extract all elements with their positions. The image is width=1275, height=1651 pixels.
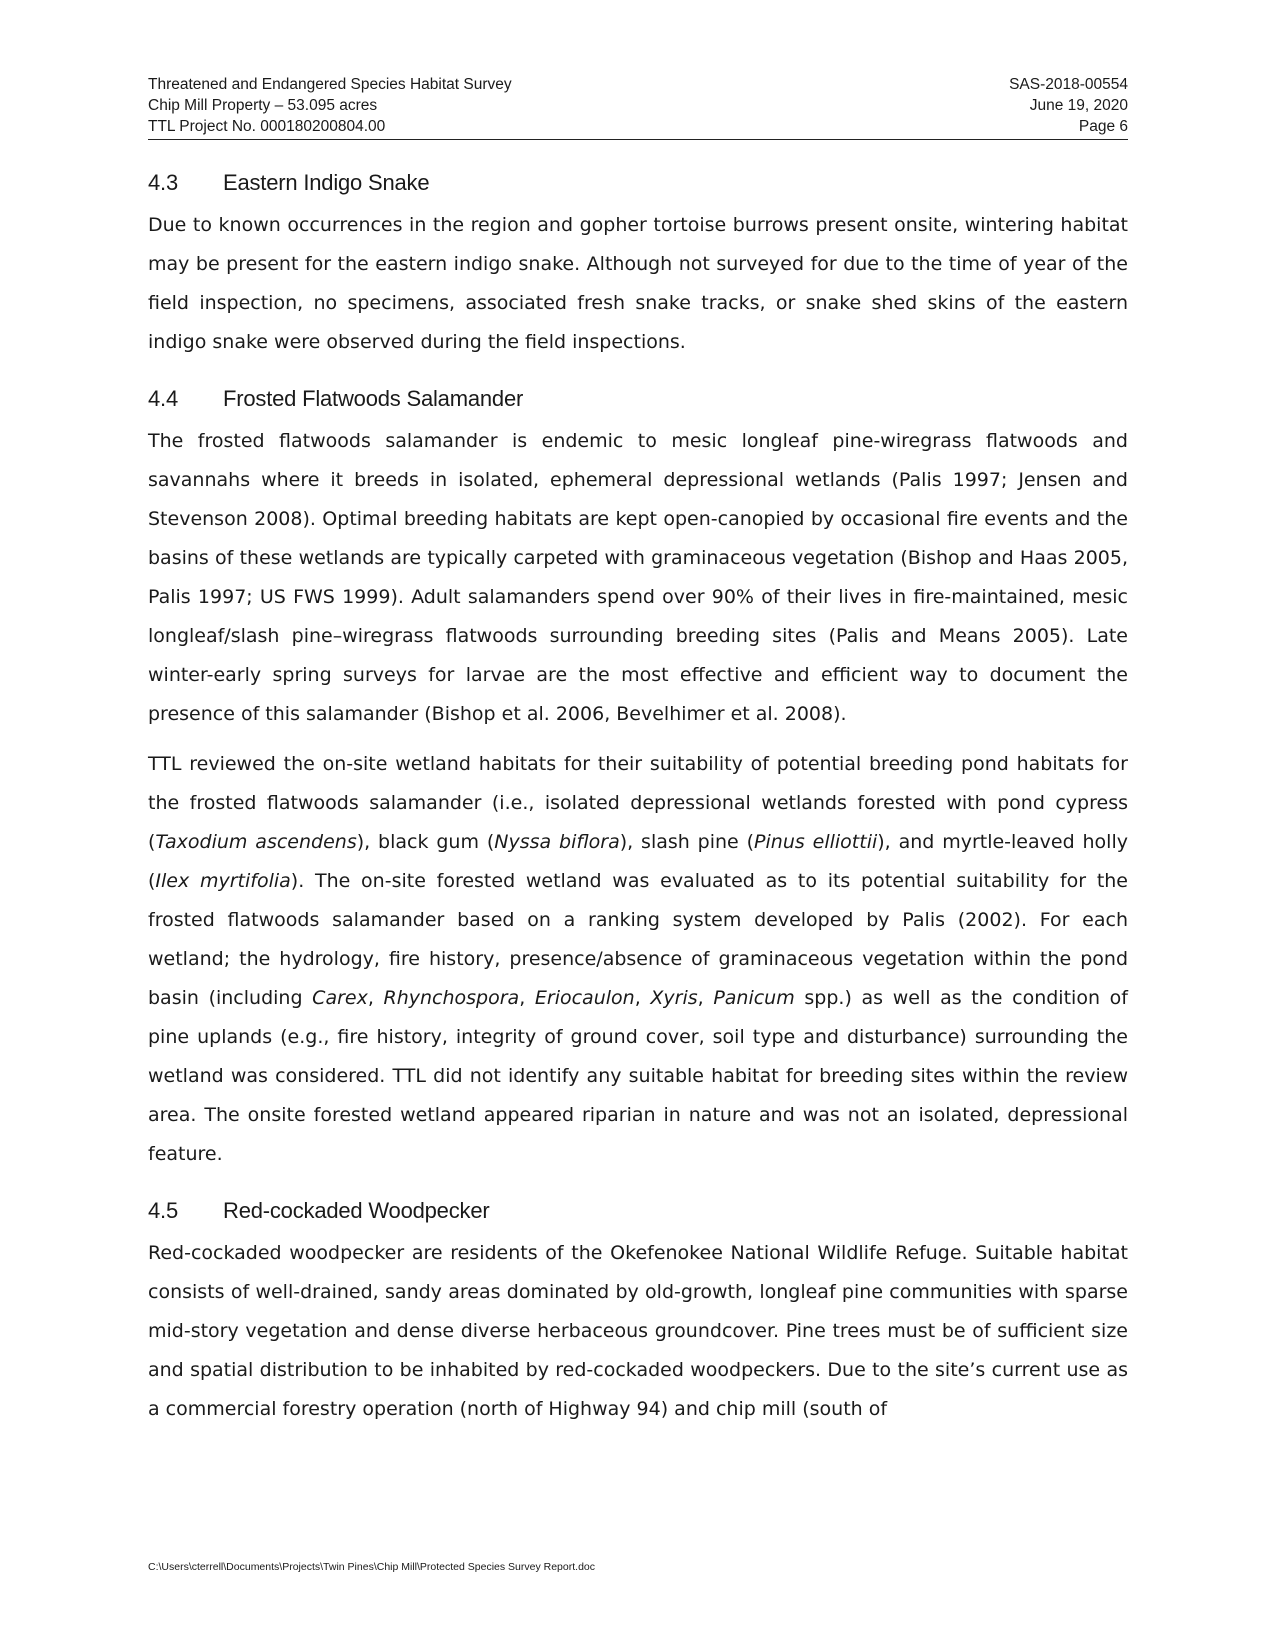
document-body [148,168,1128,1451]
paragraph [148,745,1128,1174]
header-project-number: TTL Project No. 000180200804.00 [148,118,386,135]
paragraph: Due to known occurrences in the region and gopher tortoise burrows present onsite, wintering habitat may be present for the eastern indigo snake. Although not surveyed for due to the time of year of the field inspection, no specimens, associated fresh snake tracks, or snake shed skins of the eastern indigo snake were observed during the field inspections. [148,214,1128,353]
text-run: TTL reviewed the on-site wetland habitats for their suitability of potential breeding pond habitats for the frosted flatwoods salamander (i.e., isolated depressional wetlands forested with pond cypress ( [148,753,1128,853]
genus-name: Panicum [713,987,795,1009]
header-permit-number: SAS-2018-00554 [1009,76,1128,93]
section-4-4 [148,384,1128,1174]
text-run: , [367,987,384,1009]
footer-file-path: C:\Users\cterrell\Documents\Projects\Twin Pines\Chip Mill\Protected Species Survey Report.doc [148,1561,595,1573]
species-name: Taxodium ascendens [155,831,357,853]
page-header [148,74,1128,140]
species-name: Pinus elliottii [754,831,878,853]
text-run: ). The on-site forested wetland was evaluated as to its potential suitability for the frosted flatwoods salamander based on a ranking system developed by Palis (2002). For each wetland; the hydrology, fire history, presence/absence of graminaceous vegetation within the pond basin (including [148,870,1128,1009]
species-name: Nyssa biflora [494,831,620,853]
section-number: 4.5 [148,1198,178,1223]
genus-name: Xyris [650,987,698,1009]
genus-name: Rhynchospora [383,987,520,1009]
genus-name: Carex [312,987,368,1009]
section-heading [148,1196,1128,1226]
paragraph: Red-cockaded woodpecker are residents of the Okefenokee National Wildlife Refuge. Suitable habitat consists of well-drained, sandy areas dominated by old-growth, longleaf pine communities with sparse mid-story vegetation and dense diverse herbaceous groundcover. Pine trees must be of sufficient size and spatial distribution to be inhabited by red-cockaded woodpeckers. Due to the site’s current use as a commercial forestry operation (north of Highway 94) and chip mill (south of [148,1242,1128,1420]
genus-name: Eriocaulon [534,987,635,1009]
paragraph: The frosted flatwoods salamander is endemic to mesic longleaf pine-wiregrass flatwoods and savannahs where it breeds in isolated, ephemeral depressional wetlands (Palis 1997; Jensen and Stevenson 2008). Optimal breeding habitats are kept open-canopied by occasional fire events and the basins of these wetlands are typically carpeted with graminaceous vegetation (Bishop and Haas 2005, Palis 1997; US FWS 1999). Adult salamanders spend over 90% of their lives in fire-maintained, mesic longleaf/slash pine–wiregrass flatwoods surrounding breeding sites (Palis and Means 2005). Late winter-early spring surveys for larvae are the most effective and efficient way to document the presence of this salamander (Bishop et al. 2006, Bevelhimer et al. 2008). [148,430,1128,725]
text-run: , [634,987,651,1009]
species-name: Ilex myrtifolia [155,870,291,892]
section-4-3 [148,168,1128,362]
section-heading [148,168,1128,198]
text-run: ), slash pine ( [619,831,755,853]
header-survey-title: Threatened and Endangered Species Habitat Survey [148,76,512,93]
text-run: spp.) as well as the condition of pine uplands (e.g., fire history, integrity of ground cover, soil type and disturbance) surrounding the wetland was considered. TTL did not identify any suitable habitat for breeding sites within the review area. The onsite forested wetland appeared riparian in nature and was not an isolated, depressional feature. [148,987,1128,1165]
section-heading [148,384,1128,414]
header-property: Chip Mill Property – 53.095 acres [148,97,378,114]
header-date: June 19, 2020 [1029,97,1128,114]
header-page-number: Page 6 [1078,118,1128,135]
section-title: Red-cockaded Woodpecker [223,1198,490,1223]
section-4-5 [148,1196,1128,1429]
text-run: , [697,987,714,1009]
text-run: ), black gum ( [356,831,495,853]
section-title: Eastern Indigo Snake [223,170,430,195]
text-run: , [519,987,535,1009]
section-number: 4.4 [148,386,178,411]
section-title: Frosted Flatwoods Salamander [223,386,524,411]
text-run: ), and myrtle-leaved holly ( [148,831,1128,892]
section-number: 4.3 [148,170,178,195]
